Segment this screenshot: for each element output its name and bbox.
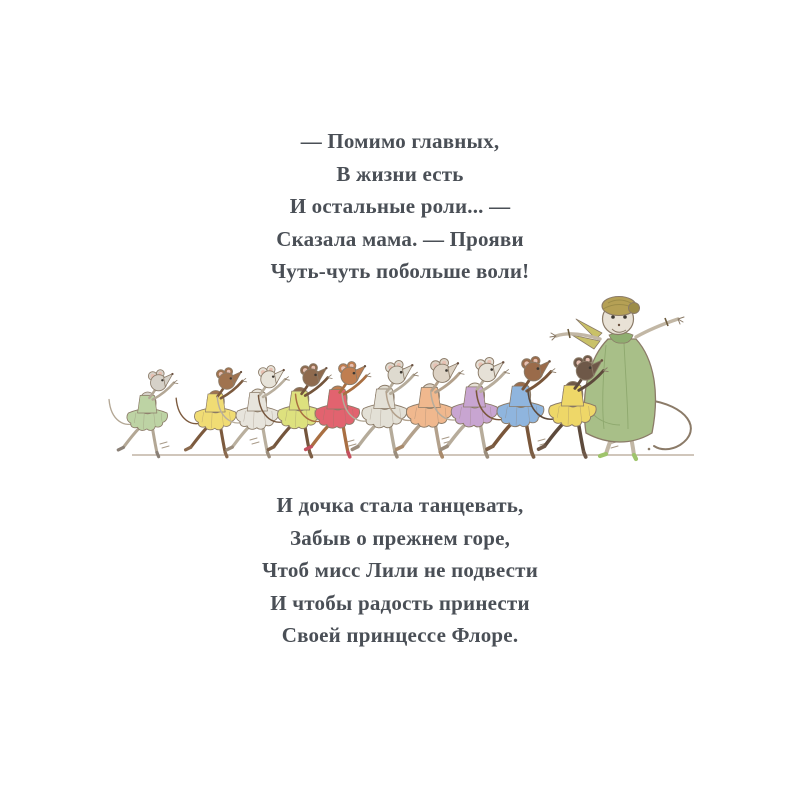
poem-line: — Помимо главных, [300, 129, 500, 153]
poem-line: И остальные роли... — [289, 194, 511, 218]
poem-line: И чтобы радость принести [270, 590, 530, 615]
dancer-mouse-1 [109, 370, 178, 457]
poem-line: И дочка стала танцевать, [276, 493, 524, 517]
poem-line: В жизни есть [336, 161, 464, 186]
poem-line: Чуть-чуть побольше воли! [270, 259, 530, 283]
stanza-bottom [0, 489, 800, 652]
poem-line: Сказала мама. — Прояви [276, 226, 524, 251]
mice-ballet-illustration [100, 276, 710, 462]
stanza-top [0, 125, 800, 288]
teacher-mouse [550, 297, 691, 460]
poem-line: Своей принцессе Флоре. [281, 623, 519, 647]
poem-line: Чтоб мисс Лили не подвести [261, 558, 539, 582]
poem-line: Забыв о прежнем горе, [289, 525, 511, 550]
